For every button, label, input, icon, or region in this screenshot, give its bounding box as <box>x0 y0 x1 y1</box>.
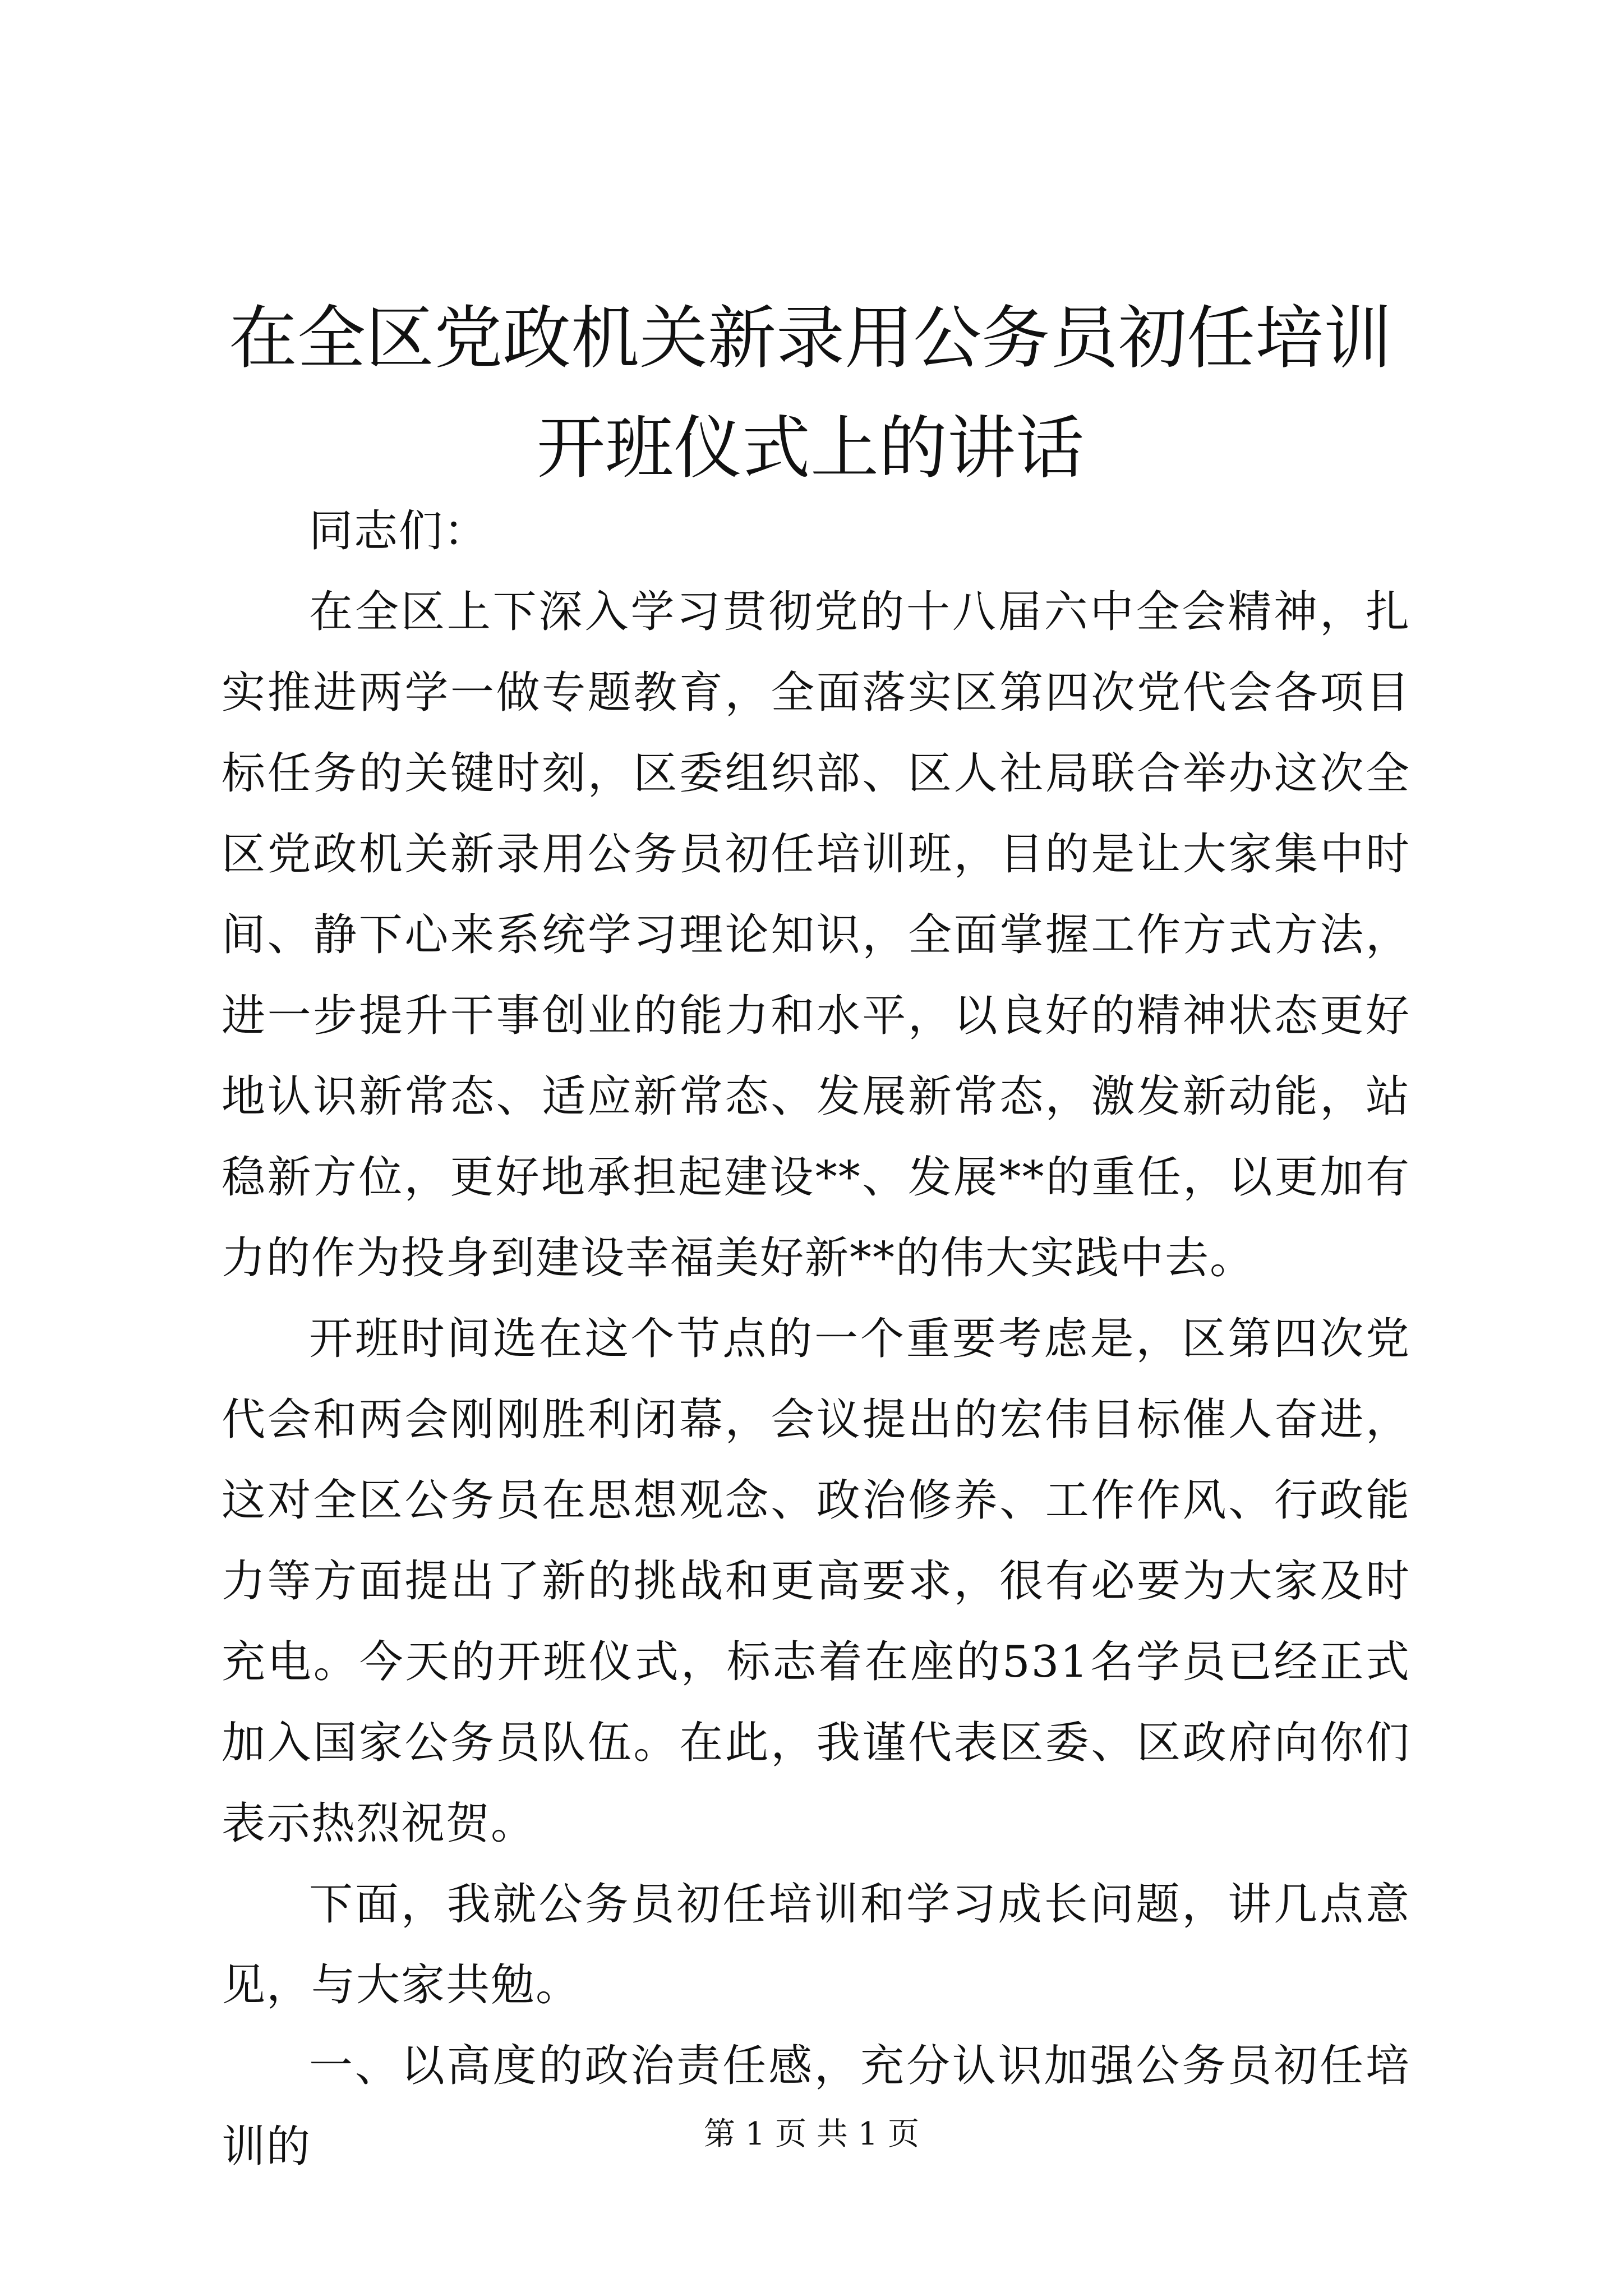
document-title: 在全区党政机关新录用公务员初任培训开班仪式上的讲话 <box>229 298 1392 488</box>
paragraph-1: 在全区上下深入学习贯彻党的十八届六中全会精神，扎实推进两学一做专题教育，全面落实区第四次党代会各项目标任务的关键时刻，区委组织部、区人社局联合举办这次全区党政机关新录用公务员初任培训班，目的是让大家集中时间、静下心来系统学习理论知识，全面掌握工作方式方法，进一步提升干事创业的能力和水平，以良好的精神状态更好地认识新常态、适应新常态、发展新常态，激发新动能，站稳新方位，更好地承担起建设**、发展**的重任，以更加有力的作为投身到建设幸福美好新**的伟大实践中去。 <box>222 587 1410 1283</box>
paragraph-2: 开班时间选在这个节点的一个重要考虑是，区第四次党代会和两会刚刚胜利闭幕，会议提出的宏伟目标催人奋进，这对全区公务员在思想观念、政治修养、工作作风、行政能力等方面提出了新的挑战和更高要求，很有必要为大家及时充电。今天的开班仪式，标志着在座的531名学员已经正式加入国家公务员队伍。在此，我谨代表区委、区政府向你们表示热烈祝贺。 <box>222 1314 1410 1849</box>
page-number-footer: 第 1 页 共 1 页 <box>703 2116 920 2152</box>
paragraph-4: 一、以高度的政治责任感，充分认识加强公务员初任培训的 <box>222 2041 1410 2172</box>
document-body <box>222 491 1410 2187</box>
paragraph-3: 下面，我就公务员初任培训和学习成长问题，讲几点意见，与大家共勉。 <box>222 1879 1410 2010</box>
greeting-line: 同志们： <box>309 506 489 556</box>
